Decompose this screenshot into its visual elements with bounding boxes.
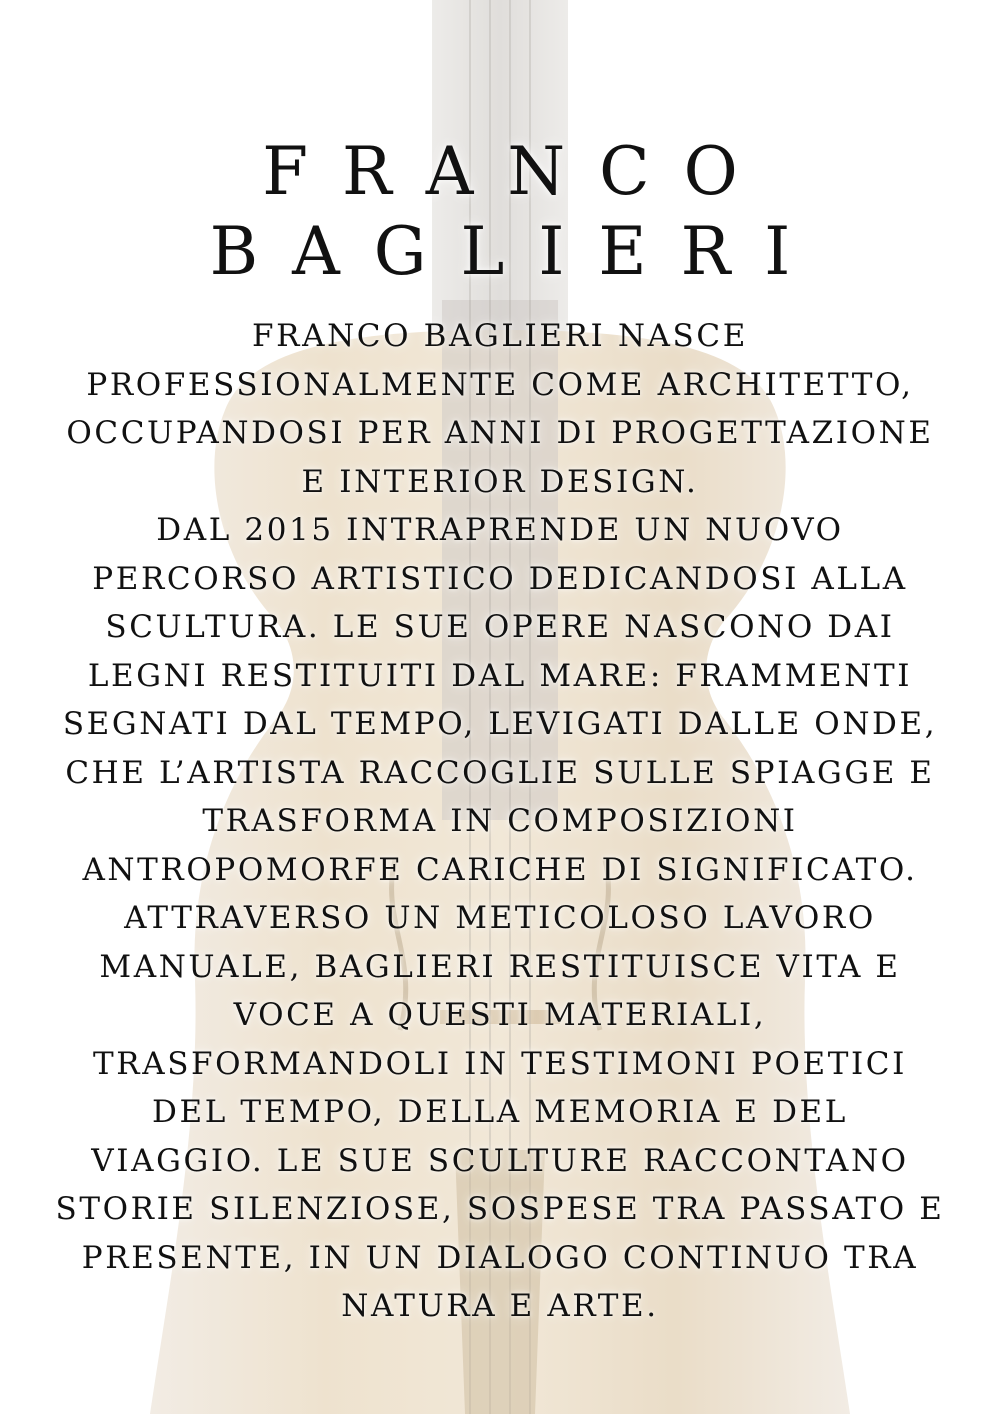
title-first-name: FRANCO bbox=[262, 133, 772, 211]
bio-line: VIAGGIO. LE SUE SCULTURE RACCONTANO bbox=[91, 1142, 909, 1179]
bio-line: ANTROPOMORFE CARICHE DI SIGNIFICATO. bbox=[82, 851, 918, 888]
bio-line: CHE L’ARTISTA RACCOGLIE SULLE SPIAGGE E bbox=[65, 754, 935, 791]
bio-line: TRASFORMANDOLI IN TESTIMONI POETICI bbox=[93, 1045, 907, 1082]
bio-line: LEGNI RESTITUITI DAL MARE: FRAMMENTI bbox=[87, 657, 913, 694]
bio-line: VOCE A QUESTI MATERIALI, bbox=[233, 997, 767, 1033]
bio-line: E INTERIOR DESIGN. bbox=[301, 463, 699, 500]
title-last-name: BAGLIERI bbox=[209, 213, 825, 291]
bio-line: DAL 2015 INTRAPRENDE UN NUOVO bbox=[156, 512, 844, 548]
bio-line: SEGNATI DAL TEMPO, LEVIGATI DALLE ONDE, bbox=[62, 706, 938, 742]
bio-line: SCULTURA. LE SUE OPERE NASCONO DAI bbox=[105, 609, 895, 645]
bio-line: NATURA E ARTE. bbox=[341, 1288, 659, 1324]
bio-line: FRANCO BAGLIERI NASCE bbox=[252, 318, 748, 354]
bio-line: PERCORSO ARTISTICO DEDICANDOSI ALLA bbox=[92, 560, 908, 597]
artist-biography bbox=[30, 312, 970, 1331]
bio-line: OCCUPANDOSI PER ANNI DI PROGETTAZIONE bbox=[66, 415, 934, 451]
bio-line: PROFESSIONALMENTE COME ARCHITETTO, bbox=[86, 366, 914, 403]
bio-line: STORIE SILENZIOSE, SOSPESE TRA PASSATO E bbox=[55, 1191, 945, 1227]
bio-line: DEL TEMPO, DELLA MEMORIA E DEL bbox=[152, 1094, 848, 1130]
bio-line: MANUALE, BAGLIERI RESTITUISCE VITA E bbox=[99, 948, 901, 985]
bio-line: PRESENTE, IN UN DIALOGO CONTINUO TRA bbox=[81, 1239, 919, 1276]
bio-line: TRASFORMA IN COMPOSIZIONI bbox=[202, 803, 798, 839]
bio-line: ATTRAVERSO UN METICOLOSO LAVORO bbox=[124, 900, 876, 936]
artist-name-title bbox=[0, 132, 1000, 292]
